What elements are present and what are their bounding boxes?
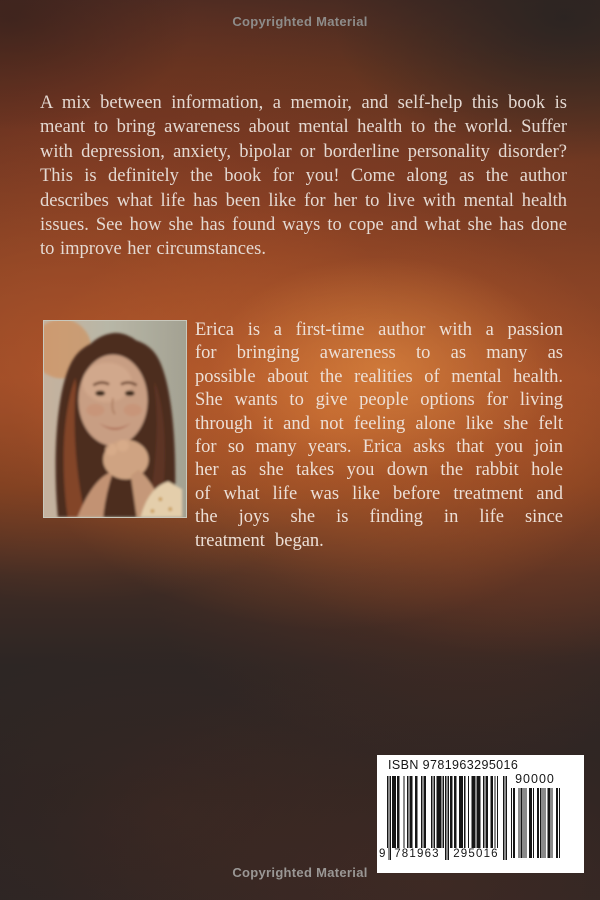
barcode-block [377,755,584,873]
barcode-digits-group2: 295016 [453,848,499,860]
copyright-watermark-bottom: Copyrighted Material [232,865,368,880]
isbn-label: ISBN 9781963295016 [388,758,519,772]
author-photo [43,320,187,518]
barcode-price-code: 90000 [515,772,555,786]
author-portrait-illustration [44,321,186,517]
ean5-supplement-barcode [510,788,560,858]
copyright-watermark-top: Copyrighted Material [232,14,368,29]
book-synopsis: A mix between information, a memoir, and self-help this book is meant to bring awareness about mental health to the world. Suffer with depression, anxiety, bipolar or borderline personality disorder? This is definitely the book for you! Come along as the author describes what life has been like for her to live with mental health issues. See how she has found ways to cope and what she has done to improve her circumstances. [40,93,567,260]
author-bio: Erica is a first-time author with a passion for bringing awareness to as many as possible about the realities of mental health. She wants to give people options for living through it and not feeling alone like she felt for so many years. Erica asks that you join her as she takes you down the rabbit hole of what life was like before treatment and the joys she is finding in life since treatment began. [195,320,563,551]
barcode-digit-first: 9 [379,848,387,860]
barcode-digits-group1: 781963 [394,848,440,860]
